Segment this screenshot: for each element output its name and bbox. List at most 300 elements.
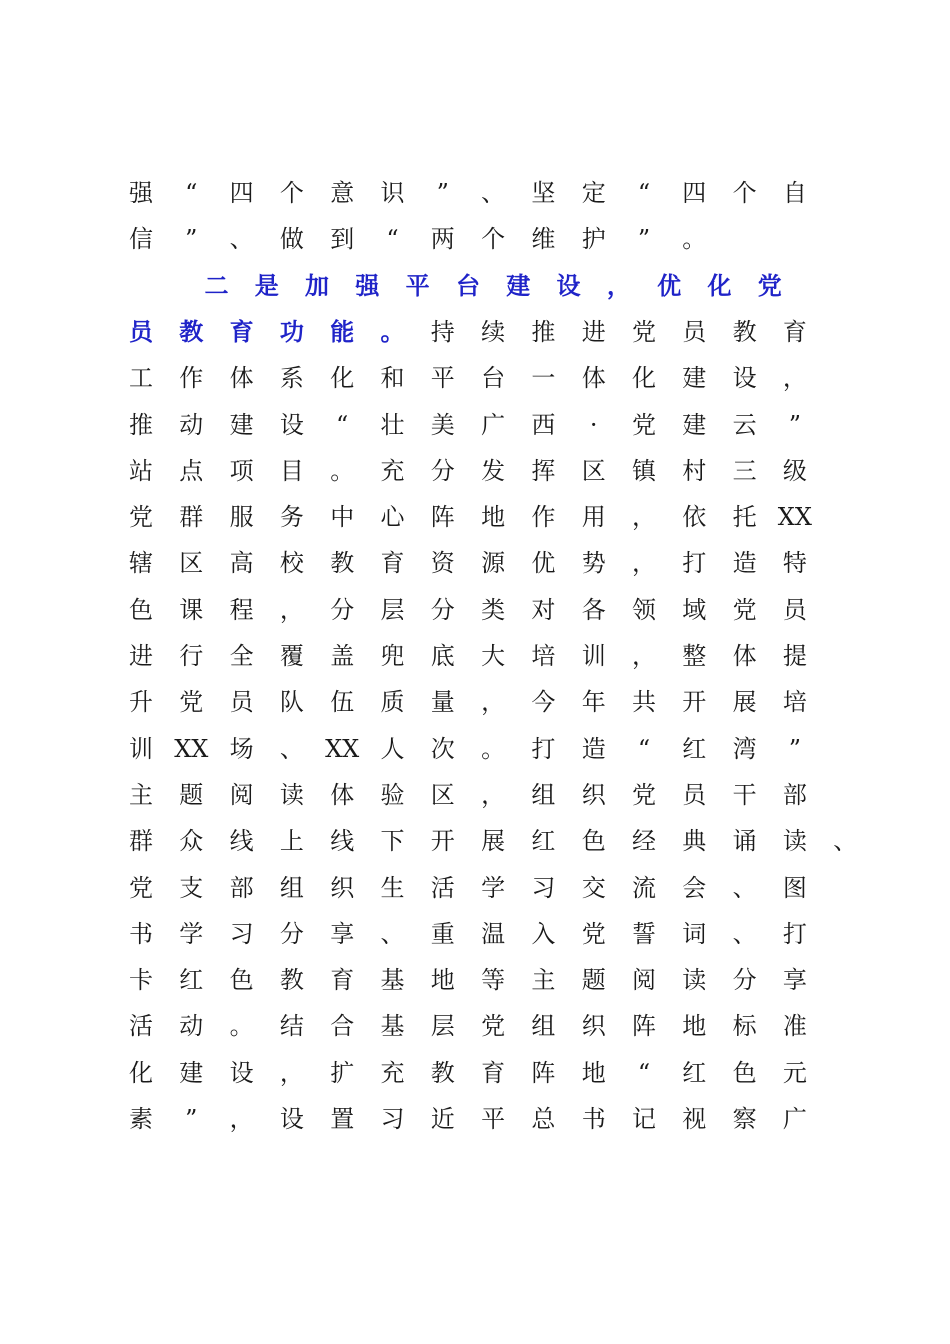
text-glyph: 训 bbox=[129, 734, 153, 763]
text-glyph: 线 bbox=[229, 827, 254, 856]
text-glyph: ， bbox=[632, 503, 656, 532]
text-glyph: “ bbox=[637, 734, 651, 763]
text-glyph: 识 bbox=[380, 179, 405, 207]
text-glyph: 教 bbox=[732, 317, 757, 346]
text-line bbox=[0, 402, 950, 448]
text-glyph: 队 bbox=[279, 688, 304, 717]
text-glyph: XX bbox=[325, 734, 360, 763]
text-line bbox=[0, 448, 950, 494]
text-glyph: 题 bbox=[179, 780, 204, 809]
text-glyph: 务 bbox=[279, 503, 304, 532]
text-glyph: 开 bbox=[682, 688, 707, 717]
text-glyph: 挥 bbox=[531, 456, 556, 485]
text-glyph: ， bbox=[632, 549, 656, 578]
text-glyph: 领 bbox=[632, 595, 656, 624]
text-glyph: 育 bbox=[330, 966, 355, 995]
text-glyph: 化 bbox=[707, 270, 732, 300]
text-glyph: 推 bbox=[129, 410, 153, 439]
text-glyph: 图 bbox=[782, 873, 807, 902]
text-glyph: 到 bbox=[330, 225, 355, 254]
text-line bbox=[0, 540, 950, 586]
text-glyph: 地 bbox=[682, 1012, 707, 1041]
text-glyph: 享 bbox=[330, 919, 355, 948]
text-line bbox=[0, 494, 950, 540]
text-glyph: 级 bbox=[782, 456, 807, 485]
text-glyph: 优 bbox=[657, 270, 682, 300]
text-glyph: 发 bbox=[481, 456, 506, 485]
text-glyph: 坚 bbox=[531, 179, 556, 207]
text-glyph: 学 bbox=[481, 873, 506, 902]
text-glyph: 线 bbox=[330, 827, 355, 856]
text-glyph: 活 bbox=[129, 1012, 153, 1041]
text-glyph: 上 bbox=[279, 827, 304, 856]
text-glyph: 读 bbox=[782, 827, 807, 856]
text-glyph: ” bbox=[185, 1105, 198, 1133]
text-line bbox=[0, 772, 950, 818]
text-glyph: 党 bbox=[632, 780, 656, 809]
text-line bbox=[0, 1003, 950, 1049]
text-line bbox=[0, 911, 950, 957]
text-glyph: 员 bbox=[682, 780, 707, 809]
text-glyph: 做 bbox=[279, 225, 304, 254]
text-glyph: 建 bbox=[179, 1058, 204, 1087]
text-glyph: 入 bbox=[531, 919, 556, 948]
text-glyph: 训 bbox=[581, 642, 606, 670]
text-glyph: 察 bbox=[732, 1105, 757, 1133]
text-glyph: 阵 bbox=[632, 1012, 656, 1041]
text-glyph: 近 bbox=[430, 1105, 455, 1133]
text-glyph: 教 bbox=[430, 1058, 455, 1087]
text-glyph: 、 bbox=[732, 873, 757, 902]
text-glyph: 中 bbox=[330, 503, 355, 532]
text-glyph: 展 bbox=[732, 688, 757, 717]
text-glyph: “ bbox=[637, 179, 651, 207]
text-glyph: 支 bbox=[179, 873, 204, 902]
text-glyph: 一 bbox=[531, 364, 556, 393]
text-glyph: 主 bbox=[531, 966, 556, 995]
text-glyph: 系 bbox=[279, 364, 304, 393]
text-line bbox=[0, 587, 950, 633]
text-glyph: 党 bbox=[732, 595, 757, 624]
text-glyph: 整 bbox=[682, 642, 707, 670]
text-glyph: 盖 bbox=[330, 642, 355, 670]
text-glyph: 织 bbox=[330, 873, 355, 902]
text-glyph: 。 bbox=[481, 734, 506, 763]
text-line bbox=[0, 216, 950, 262]
text-glyph: 区 bbox=[179, 549, 204, 578]
text-glyph: 员 bbox=[229, 688, 254, 717]
text-glyph: 村 bbox=[682, 456, 707, 485]
text-glyph: 平 bbox=[405, 270, 430, 300]
text-glyph: 站 bbox=[129, 456, 153, 485]
text-glyph: 、 bbox=[732, 919, 757, 948]
text-line bbox=[0, 263, 950, 309]
text-glyph: 壮 bbox=[380, 410, 405, 439]
text-glyph: 活 bbox=[430, 873, 455, 902]
text-glyph: 育 bbox=[481, 1058, 506, 1087]
text-glyph: ， bbox=[481, 780, 506, 809]
text-glyph: 验 bbox=[380, 780, 405, 809]
text-glyph: 场 bbox=[229, 734, 254, 763]
text-glyph: 党 bbox=[179, 688, 204, 717]
text-glyph: ， bbox=[229, 1105, 254, 1133]
text-glyph: 四 bbox=[229, 179, 254, 207]
text-glyph: 是 bbox=[254, 270, 279, 300]
text-glyph: 兜 bbox=[380, 642, 405, 670]
text-glyph: 云 bbox=[732, 410, 757, 439]
text-glyph: 能 bbox=[330, 316, 355, 346]
text-glyph: 层 bbox=[380, 595, 405, 624]
text-glyph: XX bbox=[777, 503, 812, 532]
text-glyph: “ bbox=[185, 179, 198, 207]
text-glyph: 量 bbox=[430, 688, 455, 717]
text-glyph: 服 bbox=[229, 503, 254, 532]
text-glyph: 习 bbox=[229, 919, 254, 948]
text-glyph: ， bbox=[782, 364, 807, 393]
text-glyph: 维 bbox=[531, 225, 556, 254]
text-glyph: 织 bbox=[581, 780, 606, 809]
text-glyph: 总 bbox=[531, 1105, 556, 1133]
text-glyph: 平 bbox=[481, 1105, 506, 1133]
text-glyph: 读 bbox=[682, 966, 707, 995]
text-glyph: 开 bbox=[430, 827, 455, 856]
text-glyph: 生 bbox=[380, 873, 405, 902]
text-glyph: 行 bbox=[179, 642, 204, 670]
text-glyph: 会 bbox=[682, 873, 707, 902]
text-glyph: 卡 bbox=[129, 966, 153, 995]
text-glyph: 两 bbox=[430, 225, 455, 254]
text-glyph: 持 bbox=[430, 317, 455, 346]
text-glyph: 湾 bbox=[732, 734, 757, 763]
text-glyph: 美 bbox=[430, 410, 455, 439]
text-glyph: 育 bbox=[229, 316, 254, 346]
text-glyph: 二 bbox=[204, 270, 229, 300]
text-glyph: 作 bbox=[179, 364, 204, 393]
text-glyph: 分 bbox=[430, 456, 455, 485]
text-glyph: 组 bbox=[279, 873, 304, 902]
text-line bbox=[0, 1096, 950, 1142]
text-glyph: 点 bbox=[179, 456, 204, 485]
text-glyph: 项 bbox=[229, 456, 254, 485]
text-glyph: 扩 bbox=[330, 1058, 355, 1087]
text-line bbox=[0, 726, 950, 772]
text-glyph: 分 bbox=[330, 595, 355, 624]
text-glyph: 教 bbox=[279, 966, 304, 995]
text-line bbox=[0, 679, 950, 725]
text-glyph: 温 bbox=[481, 919, 506, 948]
text-glyph: 员 bbox=[129, 316, 153, 346]
text-glyph: 素 bbox=[129, 1105, 153, 1133]
text-glyph: 分 bbox=[732, 966, 757, 995]
text-line bbox=[0, 309, 950, 355]
text-glyph: 阵 bbox=[531, 1058, 556, 1087]
text-glyph: 视 bbox=[682, 1105, 707, 1133]
text-glyph: 习 bbox=[531, 873, 556, 902]
text-glyph: 、 bbox=[279, 734, 304, 763]
text-line bbox=[0, 170, 950, 216]
text-glyph: 主 bbox=[129, 780, 153, 809]
text-glyph: 体 bbox=[581, 364, 606, 393]
text-glyph: 优 bbox=[531, 549, 556, 578]
text-glyph: 质 bbox=[380, 688, 405, 717]
text-glyph: 元 bbox=[782, 1058, 807, 1087]
text-glyph: 打 bbox=[531, 734, 556, 763]
text-glyph: 体 bbox=[229, 364, 254, 393]
text-glyph: 色 bbox=[129, 595, 153, 624]
text-glyph: 育 bbox=[782, 317, 807, 346]
text-glyph: 次 bbox=[430, 734, 455, 763]
text-glyph: ” bbox=[788, 734, 802, 763]
text-glyph: 色 bbox=[732, 1058, 757, 1087]
text-glyph: 党 bbox=[581, 919, 606, 948]
text-glyph: 下 bbox=[380, 827, 405, 856]
text-glyph: 大 bbox=[481, 642, 506, 670]
text-glyph: 基 bbox=[380, 1012, 405, 1041]
text-glyph: 升 bbox=[129, 688, 153, 717]
text-glyph: 信 bbox=[129, 225, 153, 254]
text-glyph: 护 bbox=[581, 225, 606, 254]
text-glyph: 地 bbox=[581, 1058, 606, 1087]
text-glyph: 阵 bbox=[430, 503, 455, 532]
text-glyph: ， bbox=[632, 642, 656, 670]
text-glyph: 分 bbox=[430, 595, 455, 624]
text-glyph: 读 bbox=[279, 780, 304, 809]
text-glyph: ， bbox=[606, 270, 631, 300]
text-glyph: 动 bbox=[179, 1012, 204, 1041]
text-glyph: 强 bbox=[355, 270, 380, 300]
text-glyph: 辖 bbox=[129, 549, 153, 578]
text-line bbox=[0, 957, 950, 1003]
text-glyph: 三 bbox=[732, 456, 757, 485]
text-glyph: 合 bbox=[330, 1012, 355, 1041]
text-glyph: 。 bbox=[330, 456, 355, 485]
text-glyph: 党 bbox=[129, 503, 153, 532]
text-glyph: 各 bbox=[581, 595, 606, 624]
text-glyph: 红 bbox=[531, 827, 556, 856]
text-glyph: 题 bbox=[581, 966, 606, 995]
text-glyph: 台 bbox=[481, 364, 506, 393]
text-glyph: 红 bbox=[179, 966, 204, 995]
text-glyph: 结 bbox=[279, 1012, 304, 1041]
text-glyph: 准 bbox=[782, 1012, 807, 1041]
text-glyph: 打 bbox=[782, 919, 807, 948]
text-glyph: 心 bbox=[380, 503, 405, 532]
text-glyph: 、 bbox=[481, 179, 506, 207]
text-glyph: 党 bbox=[632, 410, 656, 439]
text-glyph: 干 bbox=[732, 780, 757, 809]
text-glyph: ” bbox=[185, 225, 198, 254]
text-glyph: 个 bbox=[481, 225, 506, 254]
text-glyph: 建 bbox=[682, 410, 707, 439]
text-glyph: 进 bbox=[129, 642, 153, 670]
text-glyph: 区 bbox=[430, 780, 455, 809]
text-glyph: 进 bbox=[581, 317, 606, 346]
text-glyph: 员 bbox=[782, 595, 807, 624]
text-glyph: 广 bbox=[782, 1105, 807, 1133]
text-glyph: 组 bbox=[531, 1012, 556, 1041]
text-glyph: 覆 bbox=[279, 642, 304, 670]
text-glyph: 人 bbox=[380, 734, 405, 763]
text-glyph: 势 bbox=[581, 549, 606, 578]
text-glyph: ” bbox=[637, 225, 651, 254]
text-glyph: “ bbox=[386, 225, 399, 254]
text-glyph: 红 bbox=[682, 734, 707, 763]
text-glyph: 群 bbox=[129, 827, 153, 856]
text-glyph: 书 bbox=[581, 1105, 606, 1133]
text-glyph: 定 bbox=[581, 179, 606, 207]
text-glyph: 资 bbox=[430, 549, 455, 578]
text-glyph: 提 bbox=[782, 642, 807, 670]
text-glyph: 加 bbox=[305, 270, 330, 300]
text-glyph: 记 bbox=[632, 1105, 656, 1133]
text-glyph: 阅 bbox=[229, 780, 254, 809]
text-glyph: 西 bbox=[531, 410, 556, 439]
text-glyph: 部 bbox=[782, 780, 807, 809]
text-glyph: ， bbox=[481, 688, 506, 717]
text-glyph: 共 bbox=[632, 688, 656, 717]
text-glyph: 地 bbox=[430, 966, 455, 995]
text-line bbox=[0, 865, 950, 911]
text-glyph: 动 bbox=[179, 410, 204, 439]
text-glyph: 诵 bbox=[732, 827, 757, 856]
text-glyph: ” bbox=[788, 410, 802, 439]
text-glyph: 续 bbox=[481, 317, 506, 346]
text-glyph: 党 bbox=[481, 1012, 506, 1041]
text-glyph: 特 bbox=[782, 549, 807, 578]
text-glyph: 个 bbox=[732, 179, 757, 207]
text-glyph: 享 bbox=[782, 966, 807, 995]
text-glyph: 对 bbox=[531, 595, 556, 624]
text-glyph: 层 bbox=[430, 1012, 455, 1041]
text-glyph: · bbox=[589, 410, 598, 439]
text-glyph: 基 bbox=[380, 966, 405, 995]
text-glyph: 建 bbox=[506, 270, 531, 300]
text-glyph: 、 bbox=[229, 225, 254, 254]
text-glyph: 培 bbox=[531, 642, 556, 670]
text-glyph: 类 bbox=[481, 595, 506, 624]
text-glyph: 培 bbox=[782, 688, 807, 717]
text-glyph: 、 bbox=[380, 919, 405, 948]
text-glyph: 设 bbox=[229, 1058, 254, 1087]
text-glyph: 区 bbox=[581, 456, 606, 485]
text-glyph: 色 bbox=[581, 827, 606, 856]
text-glyph: 红 bbox=[682, 1058, 707, 1087]
text-glyph: 化 bbox=[330, 364, 355, 393]
text-glyph: 托 bbox=[732, 503, 757, 532]
text-glyph: 自 bbox=[782, 179, 807, 207]
text-glyph: 习 bbox=[380, 1105, 405, 1133]
text-glyph: 造 bbox=[581, 734, 606, 763]
text-glyph: 党 bbox=[757, 270, 782, 300]
text-glyph: 分 bbox=[279, 919, 304, 948]
text-glyph: 今 bbox=[531, 688, 556, 717]
text-glyph: 学 bbox=[179, 919, 204, 948]
text-glyph: 流 bbox=[632, 873, 656, 902]
text-glyph: 设 bbox=[279, 410, 304, 439]
text-glyph: 充 bbox=[380, 456, 405, 485]
text-glyph: 化 bbox=[129, 1058, 153, 1087]
text-glyph: ” bbox=[436, 179, 449, 207]
text-glyph: 用 bbox=[581, 503, 606, 532]
text-glyph: 造 bbox=[732, 549, 757, 578]
text-glyph: 誓 bbox=[632, 919, 656, 948]
text-glyph: 推 bbox=[531, 317, 556, 346]
text-glyph: ， bbox=[279, 1058, 304, 1087]
text-glyph: “ bbox=[637, 1058, 651, 1087]
text-glyph: 意 bbox=[330, 179, 355, 207]
text-glyph: 广 bbox=[481, 410, 506, 439]
text-glyph: 目 bbox=[279, 456, 304, 485]
text-glyph: 年 bbox=[581, 688, 606, 717]
text-glyph: 建 bbox=[682, 364, 707, 393]
text-line bbox=[0, 633, 950, 679]
text-glyph: “ bbox=[336, 410, 349, 439]
text-glyph: 设 bbox=[556, 270, 581, 300]
text-glyph: 党 bbox=[129, 873, 153, 902]
text-glyph: 部 bbox=[229, 873, 254, 902]
text-glyph: 程 bbox=[229, 595, 254, 624]
text-glyph: 工 bbox=[129, 364, 153, 393]
text-glyph: 词 bbox=[682, 919, 707, 948]
text-glyph: 组 bbox=[531, 780, 556, 809]
text-glyph: 。 bbox=[380, 316, 405, 346]
text-glyph: 镇 bbox=[632, 456, 656, 485]
text-glyph: 和 bbox=[380, 364, 405, 393]
text-glyph: ， bbox=[279, 595, 304, 624]
text-glyph: 全 bbox=[229, 642, 254, 670]
text-glyph: 教 bbox=[330, 549, 355, 578]
text-glyph: 功 bbox=[279, 316, 304, 346]
text-glyph: 。 bbox=[682, 225, 707, 254]
text-glyph: 教 bbox=[179, 316, 204, 346]
text-glyph: 高 bbox=[229, 549, 254, 578]
text-glyph: 伍 bbox=[330, 688, 355, 717]
text-glyph: 四 bbox=[682, 179, 707, 207]
text-glyph: 底 bbox=[430, 642, 455, 670]
text-glyph: 课 bbox=[179, 595, 204, 624]
text-glyph: 书 bbox=[129, 919, 153, 948]
text-glyph: 重 bbox=[430, 919, 455, 948]
text-glyph: 平 bbox=[430, 364, 455, 393]
text-glyph: 体 bbox=[732, 642, 757, 670]
text-glyph: 标 bbox=[732, 1012, 757, 1041]
text-glyph: 阅 bbox=[632, 966, 656, 995]
text-glyph: 展 bbox=[481, 827, 506, 856]
text-glyph: 校 bbox=[279, 549, 304, 578]
text-glyph: 经 bbox=[632, 827, 656, 856]
text-glyph: 织 bbox=[581, 1012, 606, 1041]
text-glyph: 充 bbox=[380, 1058, 405, 1087]
text-glyph: 台 bbox=[455, 270, 480, 300]
text-glyph: 打 bbox=[682, 549, 707, 578]
text-glyph: 交 bbox=[581, 873, 606, 902]
text-glyph: 设 bbox=[279, 1105, 304, 1133]
text-glyph: 设 bbox=[732, 364, 757, 393]
text-glyph: 党 bbox=[632, 317, 656, 346]
text-glyph: 依 bbox=[682, 503, 707, 532]
text-glyph: XX bbox=[174, 734, 209, 763]
text-glyph: 众 bbox=[179, 827, 204, 856]
text-glyph: 育 bbox=[380, 549, 405, 578]
text-glyph: 。 bbox=[229, 1012, 254, 1041]
text-glyph: 员 bbox=[682, 317, 707, 346]
text-glyph: 个 bbox=[279, 179, 304, 207]
text-glyph: 源 bbox=[481, 549, 506, 578]
text-glyph: 建 bbox=[229, 410, 254, 439]
text-glyph: 化 bbox=[632, 364, 656, 393]
text-glyph: 域 bbox=[682, 595, 707, 624]
text-line bbox=[0, 818, 950, 864]
